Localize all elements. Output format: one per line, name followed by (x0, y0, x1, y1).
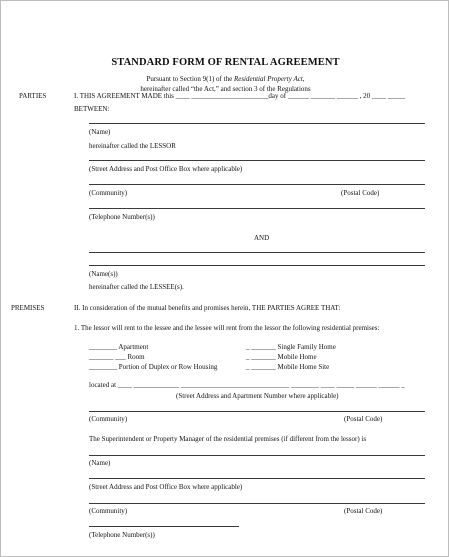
margin-label-parties: PARTIES (19, 92, 47, 100)
manager-postal-caption: (Postal Code) (344, 507, 383, 515)
option-mobile-home-site: _ _______ Mobile Home Site (246, 363, 330, 371)
lessor-address-line (89, 160, 425, 161)
lessor-name-line (89, 123, 425, 124)
and-separator: AND (254, 234, 270, 242)
margin-label-premises: PREMISES (11, 304, 45, 312)
lessee-name-line-2 (89, 265, 425, 266)
manager-community-line (89, 503, 425, 504)
premises-address-caption: (Street Address and Apartment Number where applicable) (176, 392, 339, 400)
item-1-text: 1. The lessor will rent to the lessee and the lessee will rent from the lessor the following residential premises: (74, 324, 380, 332)
manager-name-line (89, 455, 425, 456)
lessor-telephone-line (89, 208, 425, 209)
manager-community-caption: (Community) (89, 507, 128, 515)
superintendent-text: The Superintendent or Property Manager of the residential premises (if different from the lessor) is (89, 435, 367, 443)
lessee-names-caption: (Name(s)) (89, 270, 118, 278)
manager-name-caption: (Name) (89, 459, 111, 467)
section-2-intro: II. In consideration of the mutual benefits and promises herein, THE PARTIES AGREE THAT: (74, 304, 341, 312)
lessor-telephone-caption: (Telephone Number(s)) (89, 213, 155, 221)
option-mobile-home: _ _______ Mobile Home (246, 353, 317, 361)
hereinafter-lessee-text: hereinafter called the LESSEE(s). (89, 283, 184, 291)
manager-address-line (89, 478, 425, 479)
option-room: _______ ___ Room (89, 353, 145, 361)
lessor-community-caption: (Community) (89, 189, 128, 197)
manager-telephone-line (89, 526, 239, 527)
premises-community-caption: (Community) (89, 415, 128, 423)
agreement-date-line: I. THIS AGREEMENT MADE this ____ ______________________day of ______ _______ ______ , 20 ____ _____ (74, 92, 406, 100)
subtitle-line-1: Pursuant to Section 9(1) of the Residential Property Act, (146, 75, 305, 83)
form-title: STANDARD FORM OF RENTAL AGREEMENT (111, 57, 340, 68)
premises-postal-caption: (Postal Code) (344, 415, 383, 423)
option-apartment: ________ Apartment (89, 343, 149, 351)
premises-community-line (89, 411, 425, 412)
option-single-family-home: _ _______ Single Family Home (246, 343, 336, 351)
between-label: BETWEEN: (74, 105, 110, 113)
hereinafter-lessor-text: hereinafter called the LESSOR (89, 142, 176, 150)
lessee-name-line-1 (89, 252, 425, 253)
lessor-postal-caption: (Postal Code) (341, 189, 380, 197)
located-at-line: located at ____ _____________ _______________________________ ________ ____ _____ ______ ______ _ (89, 381, 405, 389)
option-duplex-row-housing: ________ Portion of Duplex or Row Housing (89, 363, 218, 371)
lessor-address-caption: (Street Address and Post Office Box where applicable) (89, 165, 243, 173)
subtitle-line-2: hereinafter called “the Act,” and section 3 of the Regulations (140, 85, 311, 93)
lessor-community-line (89, 184, 425, 185)
lessor-name-caption: (Name) (89, 128, 111, 136)
manager-address-caption: (Street Address and Post Office Box where applicable) (89, 483, 243, 491)
manager-telephone-caption: (Telephone Number(s)) (89, 531, 155, 539)
